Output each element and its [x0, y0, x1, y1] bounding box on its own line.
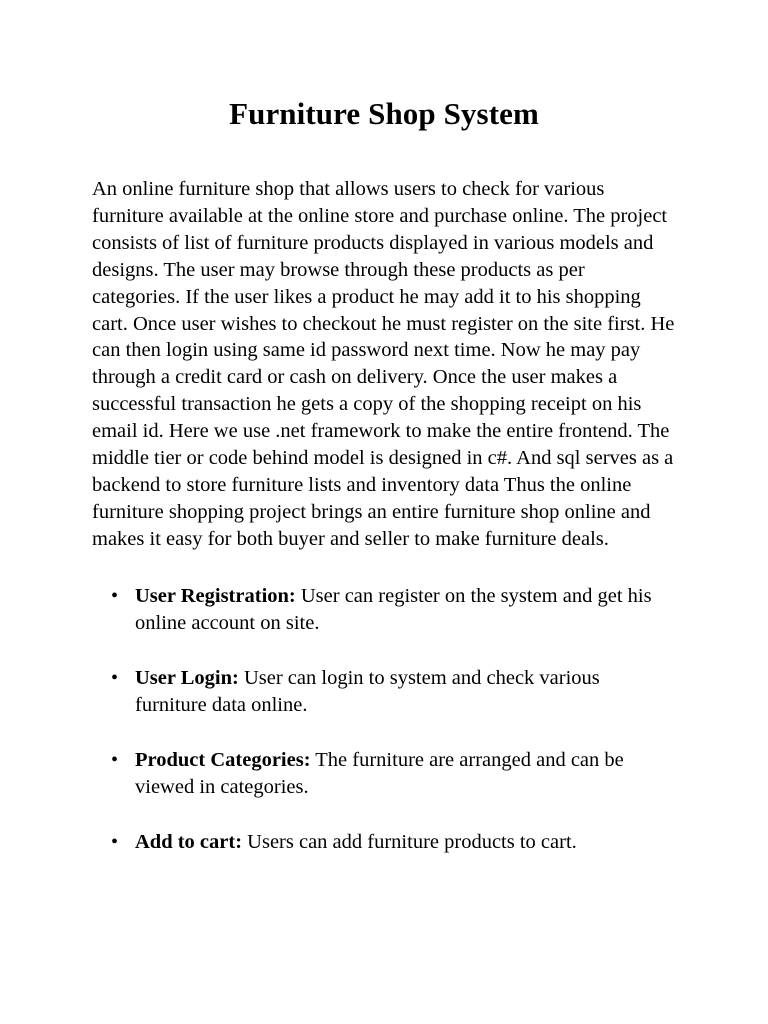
feature-label: User Login:	[135, 666, 239, 689]
feature-description: Users can add furniture products to cart.	[242, 830, 577, 853]
bullet-icon: •	[111, 666, 119, 689]
feature-description: User can register on the system and get his online account on site.	[135, 584, 652, 634]
feature-list	[92, 583, 676, 856]
feature-item-add-to-cart	[92, 829, 676, 856]
feature-label: Add to cart:	[135, 830, 243, 853]
feature-description: The furniture are arranged and can be viewed in categories.	[135, 748, 624, 798]
bullet-icon: •	[111, 748, 119, 771]
intro-paragraph: An online furniture shop that allows users to check for various furniture available at the online store and purchase online. The project consists of list of furniture products displayed in various models and designs. The user may browse through these products as per categories. If the user likes a product he may add it to his shopping cart. Once user wishes to checkout he must register on the site first. He can then login using same id password next time. Now he may pay through a credit card or cash on delivery. Once the user makes a successful transaction he gets a copy of the shopping receipt on his email id. Here we use .net framework to make the entire frontend. The middle tier or code behind model is designed in c#. And sql serves as a backend to store furniture lists and inventory data Thus the online furniture shopping project brings an entire furniture shop online and makes it easy for both buyer and seller to make furniture deals.	[92, 178, 675, 550]
bullet-icon: •	[111, 830, 119, 853]
feature-label: User Registration:	[135, 584, 296, 607]
feature-label: Product Categories:	[135, 748, 311, 771]
feature-item-user-registration	[92, 583, 676, 637]
feature-item-user-login	[92, 665, 676, 719]
feature-item-product-categories	[92, 747, 676, 801]
feature-description: User can login to system and check various furniture data online.	[135, 666, 600, 716]
page-title: Furniture Shop System	[229, 96, 539, 131]
bullet-icon: •	[111, 584, 119, 607]
